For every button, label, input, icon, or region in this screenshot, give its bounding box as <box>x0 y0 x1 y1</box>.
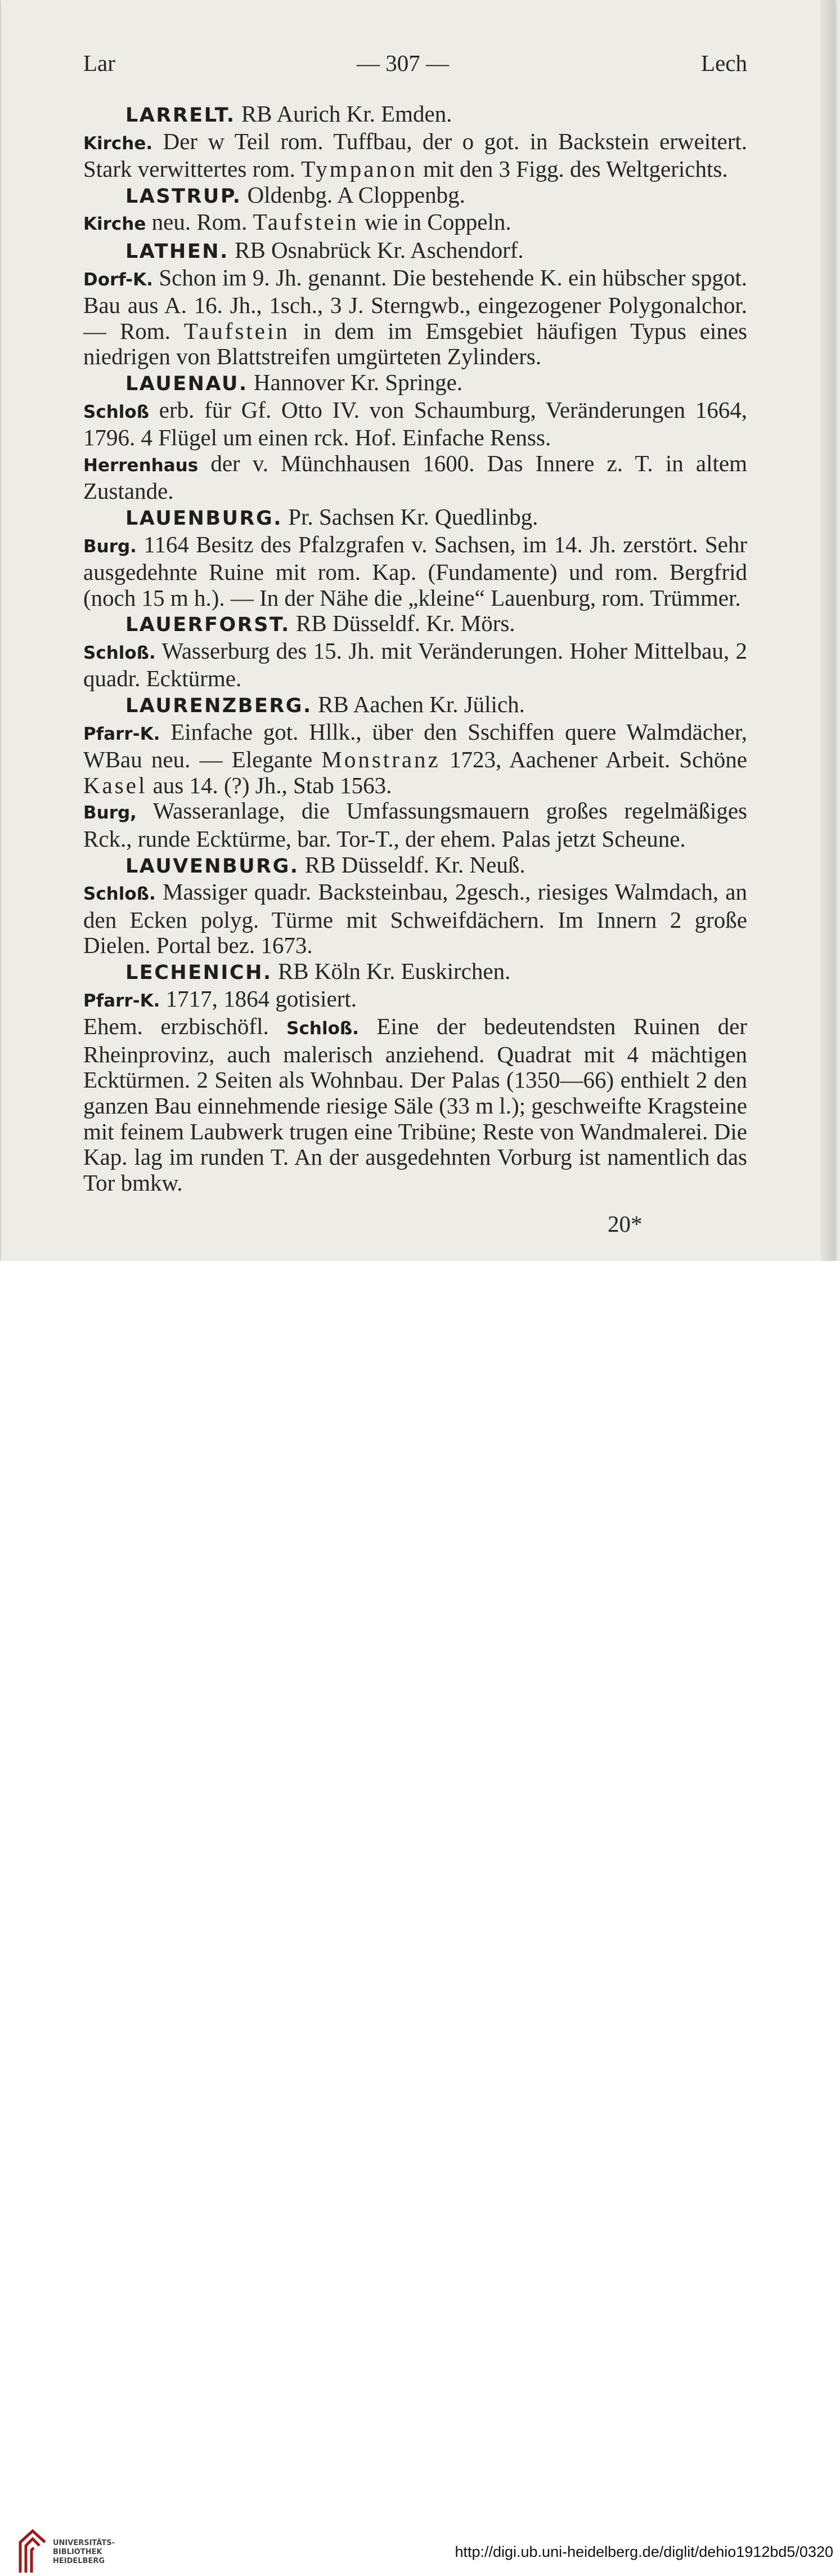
building-keyword: Pfarr-K. <box>83 723 160 744</box>
entry-paragraph <box>83 397 747 451</box>
place-name: LASTRUP. <box>125 185 242 208</box>
source-url-link[interactable]: http://digi.ub.uni-heidelberg.de/diglit/dehio1912bd5/0320 <box>455 2543 833 2560</box>
scanned-page <box>1 0 835 1261</box>
place-name: LATHEN. <box>125 240 229 263</box>
paragraph-text: Massiger quadr. Backsteinbau, 2gesch., riesiges Walmdach, an den Ecken polyg. Türme mit Schweifdächern. Im Innern 2 große Dielen. Portal bez. 1673. <box>83 879 747 959</box>
footer-bar <box>0 1261 840 2565</box>
place-location: RB Düsseldf. Kr. Neuß. <box>304 851 525 878</box>
place-name: LECHENICH. <box>125 961 272 984</box>
library-logo-text[interactable] <box>53 2539 115 2566</box>
entry-paragraph <box>83 1014 747 1196</box>
place-name: LAUERFORST. <box>125 614 290 637</box>
page-number: — 307 — <box>357 50 449 76</box>
paragraph-text: Der w Teil rom. Tuffbau, der o got. in Backstein erweitert. Stark verwittertes rom. <box>83 128 747 182</box>
paragraph-text: Einfache got. Hllk., über den Sschiffen quere Walmdächer, WBau neu. — Elegante <box>83 718 747 773</box>
paragraph-text: 1717, 1864 gotisiert. <box>160 985 357 1012</box>
entry-heading <box>83 611 747 638</box>
logo-line: HEIDELBERG <box>53 2557 105 2565</box>
header-left: Lar <box>83 50 115 76</box>
entry-paragraph <box>83 532 747 611</box>
building-keyword: Kirche. <box>83 133 153 154</box>
place-location: Oldenbg. A Cloppenbg. <box>247 181 465 208</box>
paragraph-text: in dem im Emsgebiet häufigen Typus eines niedrigen von Blattstreifen umgürteten Zylinders. <box>83 317 747 370</box>
entry-heading <box>83 959 747 986</box>
spaced-term: Monstranz <box>321 746 441 773</box>
entry-heading <box>83 182 747 210</box>
place-location: RB Aachen Kr. Jülich. <box>318 691 525 718</box>
building-keyword: Pfarr-K. <box>83 990 160 1011</box>
building-keyword: Dorf-K. <box>83 269 153 290</box>
paragraph-text: neu. Rom. <box>146 209 253 235</box>
place-name: LAURENZBERG. <box>125 695 312 718</box>
spaced-term: Kasel <box>83 772 147 798</box>
entry-paragraph <box>83 209 747 238</box>
logo-line: UNIVERSITÄTS- <box>53 2539 115 2547</box>
paragraph-text: Schon im 9. Jh. genannt. Die bestehende K. ein hübscher spgot. Bau aus A. 16. Jh., 1sch., 3 J. Sterngwb., eingezogener Polygonalchor. — Rom. <box>83 264 747 344</box>
entries-body <box>83 101 747 1196</box>
building-keyword: Herrenhaus <box>83 455 199 476</box>
paragraph-text: 1723, Aachener Arbeit. Schöne <box>440 746 747 773</box>
paragraph-text: 1164 Besitz des Pfalzgrafen v. Sachsen, im 14. Jh. zerstört. Sehr ausgedehnte Ruine mit rom. Kap. (Fundamente) und rom. Bergfrid (noch 15 m h.). — In der Nähe die „kleine“ Lauenburg, rom. Trümmer. <box>83 531 747 611</box>
place-location: RB Osnabrück Kr. Aschendorf. <box>235 236 524 263</box>
running-header <box>83 50 747 83</box>
paragraph-text: Eine der bedeutendsten Ruinen der Rheinprovinz, auch malerisch anziehend. Quadrat mit 4 mächtigen Ecktürmen. 2 Seiten als Wohnbau. Der Palas (1350—66) enthielt 2 den ganzen Bau einnehmende riesige Säle (33 m l.); geschweifte Kragsteine mit feinem Laubwerk trugen eine Tribüne; Reste von Wandmalerei. Die Kap. lag im runden T. An der ausgedehnten Vorburg ist namentlich das Tor bmkw. <box>83 1013 747 1196</box>
paragraph-text: Wasseranlage, die Umfassungsmauern großes regelmäßiges Rck., runde Ecktürme, bar. Tor-T., der ehem. Palas jetzt Scheune. <box>83 798 747 852</box>
entry-paragraph <box>83 265 747 370</box>
place-location: RB Köln Kr. Euskirchen. <box>277 958 511 984</box>
building-keyword: Kirche <box>83 214 146 235</box>
entry-heading <box>83 101 747 129</box>
paragraph-text: Ehem. erzbischöfl. <box>83 1013 287 1040</box>
spaced-term: Taufstein <box>253 209 359 235</box>
entry-heading <box>83 370 747 397</box>
entry-heading <box>83 504 747 532</box>
entry-paragraph <box>83 719 747 799</box>
spaced-term: Taufstein <box>183 317 290 344</box>
building-keyword: Schloß. <box>83 642 156 663</box>
header-right: Lech <box>701 50 747 76</box>
place-name: LAUENBURG. <box>125 507 283 530</box>
entry-paragraph <box>83 451 747 504</box>
building-keyword: Burg. <box>83 536 137 557</box>
entry-paragraph <box>83 129 747 182</box>
building-keyword: Schloß. <box>83 884 156 905</box>
place-location: Hannover Kr. Springe. <box>253 369 463 395</box>
paragraph-text: Wasserburg des 15. Jh. mit Veränderungen. Hoher Mittelbau, 2 quadr. Ecktürme. <box>83 637 747 692</box>
paragraph-text: wie in Coppeln. <box>358 209 511 235</box>
building-keyword: Schloß. <box>286 1018 359 1039</box>
paragraph-text: aus 14. (?) Jh., Stab 1563. <box>147 772 392 798</box>
entry-paragraph <box>83 638 747 692</box>
entry-paragraph <box>83 986 747 1014</box>
entry-paragraph <box>83 798 747 852</box>
paragraph-text: der v. Münchhausen 1600. Das Innere z. T. in altem Zustande. <box>83 450 747 504</box>
page-viewer <box>0 0 840 1261</box>
place-name: LARRELT. <box>125 104 236 127</box>
entry-heading <box>83 238 747 265</box>
paragraph-text: erb. für Gf. Otto IV. von Schaumburg, Veränderungen 1664, 1796. 4 Flügel um einen rck. Hof. Einfache Renss. <box>83 396 747 451</box>
place-location: Pr. Sachsen Kr. Quedlinbg. <box>288 503 538 530</box>
place-name: LAUENAU. <box>125 372 248 395</box>
logo-line: BIBLIOTHEK <box>53 2548 102 2556</box>
building-keyword: Schloß <box>83 401 149 422</box>
building-keyword: Burg, <box>83 803 137 824</box>
place-name: LAUVENBURG. <box>125 855 299 878</box>
entry-paragraph <box>83 879 747 959</box>
signature-mark: 20* <box>608 1211 643 1237</box>
paragraph-text: mit den 3 Figg. des Weltgerichts. <box>417 156 728 182</box>
entry-heading <box>83 692 747 719</box>
entry-heading <box>83 852 747 880</box>
place-location: RB Düsseldf. Kr. Mörs. <box>296 610 515 637</box>
library-logo-icon[interactable] <box>17 2528 48 2576</box>
spaced-term: Tympanon <box>301 156 417 182</box>
place-location: RB Aurich Kr. Emden. <box>241 101 452 127</box>
